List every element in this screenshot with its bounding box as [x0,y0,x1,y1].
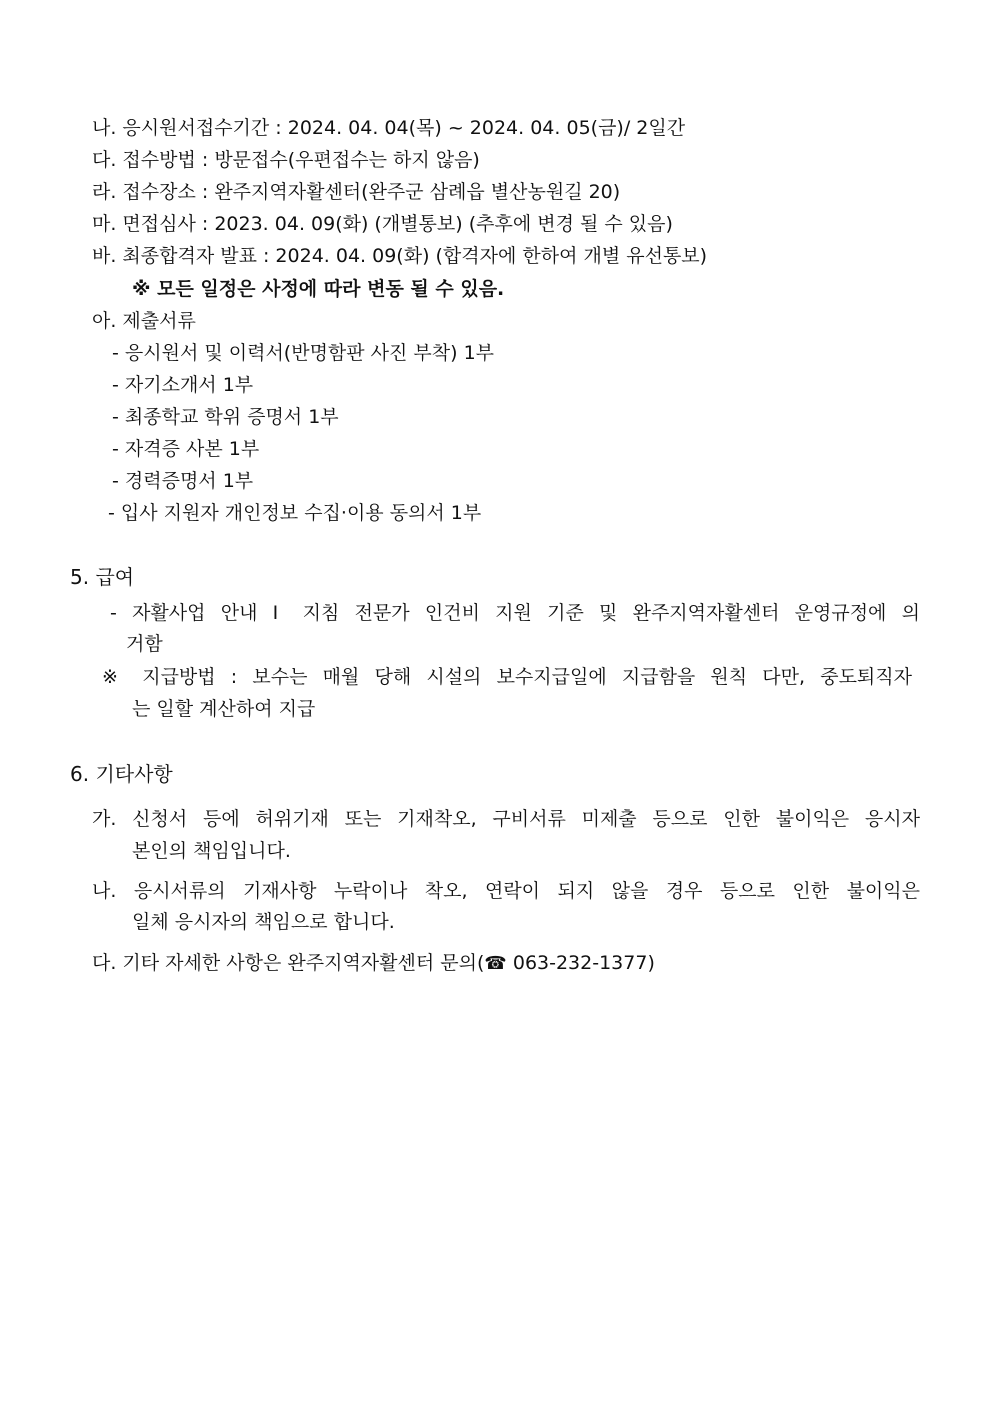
contact-text: 다. 기타 자세한 사항은 완주지역자활센터 문의( [92,952,485,974]
other-item-contact [92,951,655,977]
document-item: - 자격증 사본 1부 [112,438,260,460]
document-item: - 경력증명서 1부 [112,470,254,492]
application-method: 다. 접수방법 : 방문접수(우편접수는 하지 않음) [92,149,480,171]
application-place: 라. 접수장소 : 완주지역자활센터(완주군 삼례읍 별산농원길 20) [92,181,621,203]
salary-payment-method: ※ 지급방법 : 보수는 매월 당해 시설의 보수지급일에 지급함을 원칙 다만, 중도퇴직자 [102,666,912,688]
contact-phone: 063-232-1377) [506,952,655,974]
interview-schedule: 마. 면접심사 : 2023. 04. 09(화) (개별통보) (추후에 변경 될 수 있음) [92,213,673,235]
other-item-false-statement-continued: 본인의 책임입니다. [132,840,291,862]
other-heading: 6. 기타사항 [70,762,173,786]
salary-payment-method-continued: 는 일할 계산하여 지급 [132,698,316,720]
application-period: 나. 응시원서접수기간 : 2024. 04. 04(목) ~ 2024. 04. 05(금)/ 2일간 [92,117,686,139]
document-item: - 자기소개서 1부 [112,374,254,396]
document-item: - 최종학교 학위 증명서 1부 [112,406,339,428]
other-item-missing-docs-continued: 일체 응시자의 책임으로 합니다. [132,911,395,933]
document-item: - 응시원서 및 이력서(반명함판 사진 부착) 1부 [112,342,495,364]
salary-basis-continued: 거함 [126,633,163,655]
document-item: - 입사 지원자 개인정보 수집·이용 동의서 1부 [108,502,482,524]
schedule-notice: ※ 모든 일정은 사정에 따라 변동 될 수 있음. [132,278,505,300]
final-announcement: 바. 최종합격자 발표 : 2024. 04. 09(화) (합격자에 한하여 개별 유선통보) [92,245,708,267]
phone-icon: ☎ [484,953,507,974]
salary-basis: - 자활사업 안내 Ⅰ 지침 전문가 인건비 지원 기준 및 완주지역자활센터 운영규정에 의 [110,602,920,624]
documents-heading: 아. 제출서류 [92,310,196,332]
other-item-missing-docs: 나. 응시서류의 기재사항 누락이나 착오, 연락이 되지 않을 경우 등으로 인한 불이익은 [92,880,920,902]
salary-heading: 5. 급여 [70,565,135,589]
other-item-false-statement: 가. 신청서 등에 허위기재 또는 기재착오, 구비서류 미제출 등으로 인한 불이익은 응시자 [92,808,920,830]
